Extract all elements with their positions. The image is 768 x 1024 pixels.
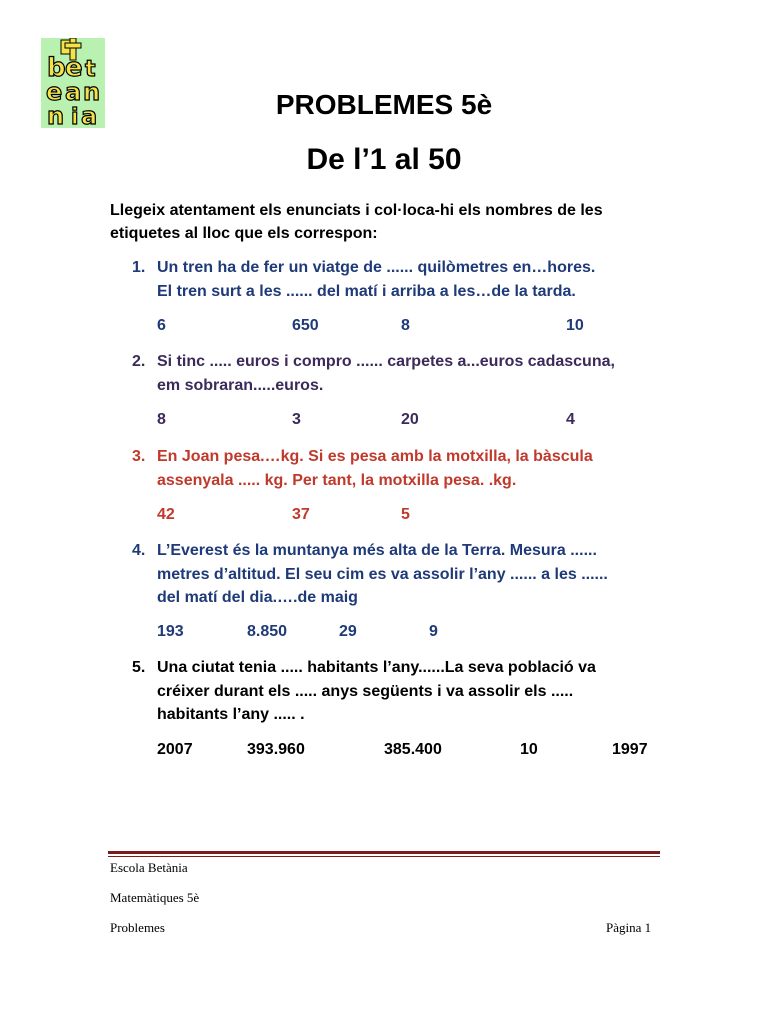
label-value: 2007 — [157, 741, 193, 758]
problem-line: del matí del dia.….de maig — [157, 589, 358, 606]
label-value: 385.400 — [384, 741, 442, 758]
problem-line: créixer durant els ..... anys següents i va assolir els ..... — [157, 682, 574, 700]
problem-4 — [132, 539, 692, 610]
page-subtitle: De l’1 al 50 — [306, 143, 462, 176]
problem-line: metres d’altitud. El seu cim es va assolir l’any ...... a les ...... — [157, 565, 608, 583]
label-value: 650 — [292, 317, 319, 334]
svg-text:e: e — [65, 53, 83, 83]
label-value: 1997 — [612, 741, 648, 758]
page-title: PROBLEMES 5è — [275, 89, 493, 120]
label-value: 193 — [157, 623, 184, 640]
label-value: 8 — [401, 317, 410, 334]
label-value: 9 — [429, 623, 438, 640]
svg-text:t: t — [85, 57, 96, 82]
problem-line: Si tinc ..... euros i compro ...... carpetes a...euros cadascuna, — [157, 353, 615, 370]
problem-line: em sobraran.....euros. — [157, 376, 324, 394]
label-value: 6 — [157, 317, 166, 334]
svg-text:e: e — [46, 78, 63, 106]
problem-line: Una ciutat tenia ..... habitants l’any......La seva població va — [157, 659, 596, 676]
label-value: 8.850 — [247, 623, 288, 640]
label-value: 37 — [292, 506, 310, 523]
footer-section: Problemes — [110, 920, 165, 935]
footer-page-number: Pàgina 1 — [606, 920, 652, 935]
svg-text:n: n — [83, 78, 101, 106]
svg-text:a: a — [81, 102, 98, 128]
svg-text:a: a — [65, 78, 82, 106]
svg-text:i: i — [71, 105, 79, 128]
svg-text:b: b — [47, 53, 66, 83]
footer-divider-thin — [108, 856, 660, 857]
problem-2 — [132, 350, 692, 397]
label-value: 393.960 — [247, 741, 305, 758]
label-value: 4 — [566, 411, 575, 428]
svg-text:n: n — [47, 102, 65, 128]
problem-number: 1. — [132, 259, 146, 276]
label-value: 8 — [157, 411, 166, 428]
label-value: 20 — [401, 411, 419, 428]
label-value: 42 — [157, 506, 175, 523]
problem-number: 3. — [132, 448, 146, 465]
instructions: Llegeix atentament els enunciats i col·loca-hi els nombres de les etiquetes al lloc que els correspon: — [110, 202, 603, 242]
problem-5 — [132, 656, 692, 727]
problem-number: 5. — [132, 659, 146, 676]
problem-line: Un tren ha de fer un viatge de ...... quilòmetres en…hores. — [157, 259, 596, 276]
footer-divider — [108, 851, 660, 854]
problem-1 — [132, 256, 692, 303]
problem-line: habitants l’any ..... . — [157, 706, 305, 723]
problem-3 — [132, 445, 692, 492]
problem-line: L’Everest és la muntanya més alta de la Terra. Mesura ...... — [157, 542, 597, 559]
problem-number: 4. — [132, 542, 146, 559]
footer-school: Escola Betània — [110, 860, 188, 875]
problem-line: En Joan pesa.…kg. Si es pesa amb la motxilla, la bàscula — [157, 448, 593, 465]
footer-subject: Matemàtiques 5è — [110, 890, 200, 905]
label-value: 5 — [401, 506, 410, 523]
problem-line: El tren surt a les ...... del matí i arriba a les…de la tarda. — [157, 282, 576, 300]
label-value: 10 — [520, 741, 538, 758]
label-value: 29 — [339, 623, 357, 640]
problem-line: assenyala ..... kg. Per tant, la motxilla pesa. .kg. — [157, 471, 517, 489]
problem-number: 2. — [132, 353, 146, 370]
label-value: 10 — [566, 317, 584, 334]
label-value: 3 — [292, 411, 301, 428]
